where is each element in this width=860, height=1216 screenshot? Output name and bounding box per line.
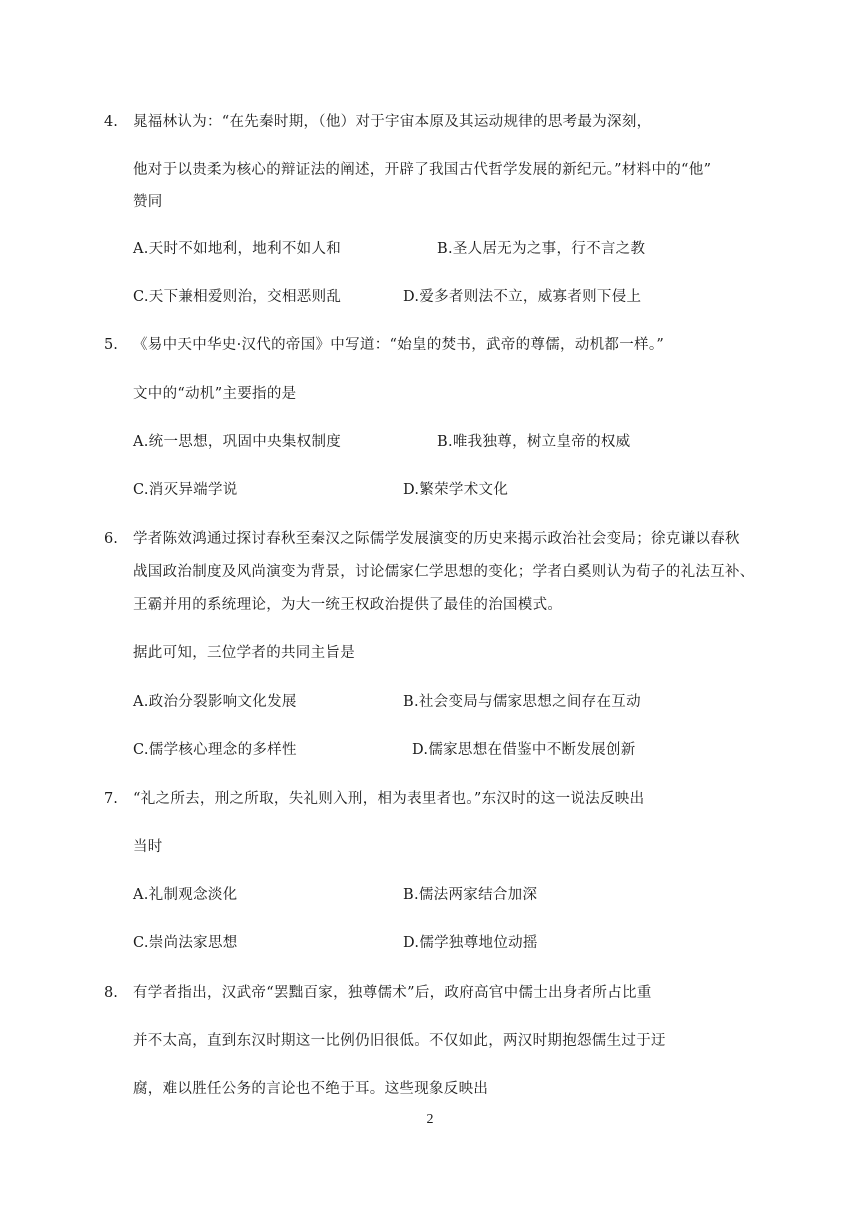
option-c: C.消灭异端学说 [133,482,238,498]
option-a: A.礼制观念淡化 [133,887,238,903]
question-stem-line: 赞同 [133,194,163,210]
option-a: A.天时不如地利，地利不如人和 [133,241,342,257]
question-stem-line: 王霸并用的系统理论，为大一统王权政治提供了最佳的治国模式。 [133,597,563,613]
option-d: D.儒家思想在借鉴中不断发展创新 [412,742,636,758]
question-stem-line: 他对于以贵柔为核心的辩证法的阐述，开辟了我国古代哲学发展的新纪元。”材料中的“他” [133,162,712,178]
option-c: C.儒学核心理念的多样性 [133,742,297,758]
option-b: B.圣人居无为之事，行不言之教 [437,241,646,257]
option-d: D.爱多者则法不立，威寡者则下侵上 [403,289,642,305]
question-number: 4. [104,114,118,130]
question-stem-line: 《易中天中华史·汉代的帝国》中写道：“始皇的焚书，武帝的尊儒，动机都一样。” [133,337,665,353]
option-b: B.社会变局与儒家思想之间存在互动 [403,694,641,710]
question-stem-line: 据此可知，三位学者的共同主旨是 [133,645,355,661]
option-b: B.唯我独尊，树立皇帝的权威 [437,434,631,450]
question-number: 5. [104,337,118,353]
question-stem-line: 腐，难以胜任公务的言论也不绝于耳。这些现象反映出 [133,1081,489,1097]
option-a: A.政治分裂影响文化发展 [133,694,297,710]
question-number: 6. [104,531,118,547]
question-stem-line: 学者陈效鸿通过探讨春秋至秦汉之际儒学发展演变的历史来揭示政治社会变局；徐克谦以春秋 [133,531,740,547]
question-stem-line: 文中的“动机”主要指的是 [133,386,297,402]
page-number: 2 [426,1112,434,1127]
question-stem-line: “礼之所去，刑之所取，失礼则入刑，相为表里者也。”东汉时的这一说法反映出 [133,791,645,807]
question-stem-line: 并不太高，直到东汉时期这一比例仍旧很低。不仅如此，两汉时期抱怨儒生过于迂 [133,1033,666,1049]
question-number: 8. [104,985,118,1001]
question-stem-line: 当时 [133,839,163,855]
option-c: C.天下兼相爱则治，交相恶则乱 [133,289,342,305]
option-d: D.儒学独尊地位动摇 [403,935,538,951]
question-number: 7. [104,791,118,807]
question-stem-line: 战国政治制度及风尚演变为背景，讨论儒家仁学思想的变化；学者白奚则认为荀子的礼法互补、 [133,564,755,580]
option-b: B.儒法两家结合加深 [403,887,538,903]
option-c: C.崇尚法家思想 [133,935,238,951]
option-a: A.统一思想，巩固中央集权制度 [133,434,342,450]
question-stem-line: 晁福林认为：“在先秦时期，（他）对于宇宙本原及其运动规律的思考最为深刻， [133,114,652,130]
option-d: D.繁荣学术文化 [403,482,509,498]
question-stem-line: 有学者指出，汉武帝“罢黜百家，独尊儒术”后，政府高官中儒士出身者所占比重 [133,985,652,1001]
